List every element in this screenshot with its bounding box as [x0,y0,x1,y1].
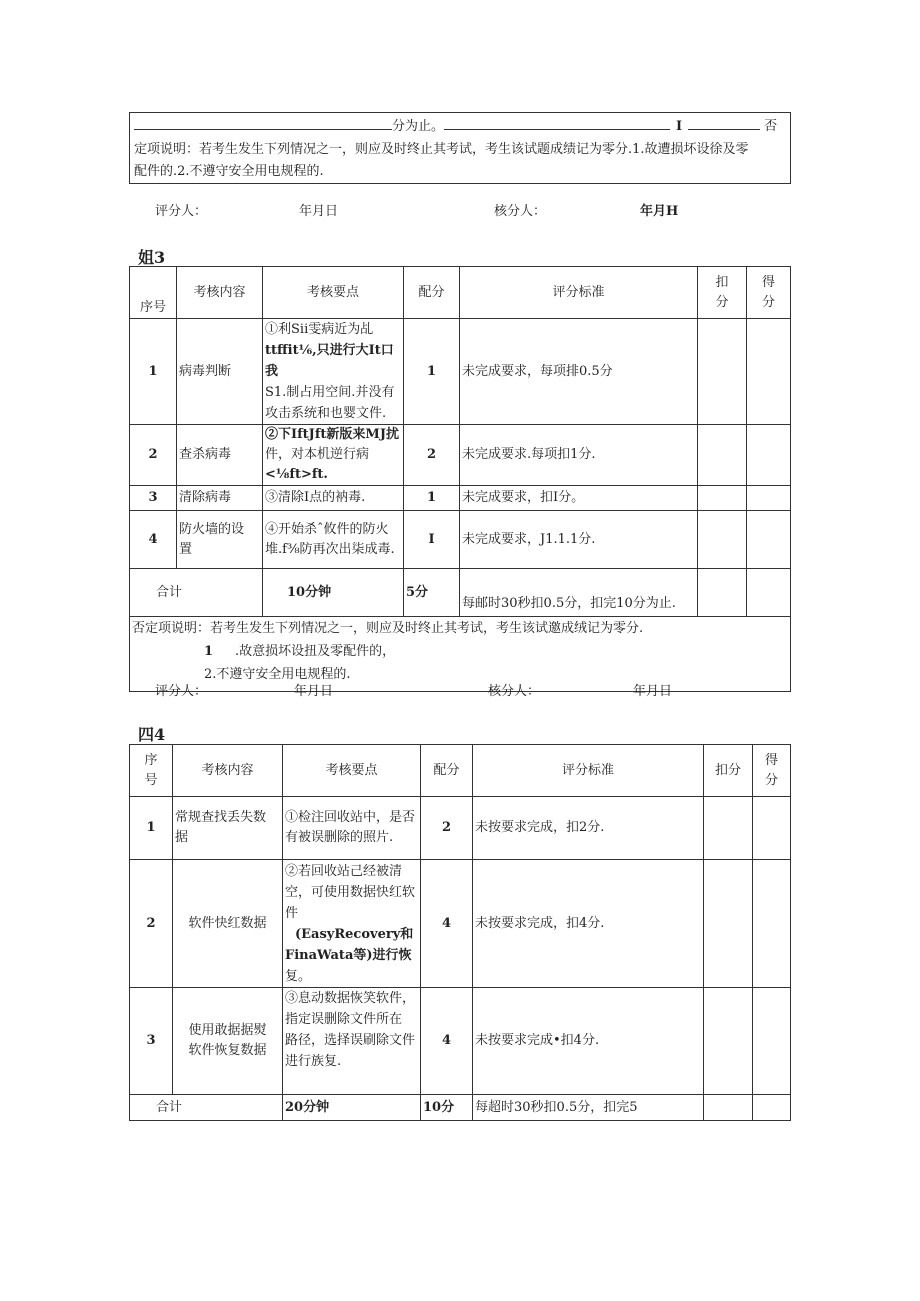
top-line-3: 配件的.2.不遵守安全用电规程的. [134,164,324,179]
row-no: 1 [130,319,177,425]
table-header-row [130,267,791,319]
row-no: 4 [130,511,177,569]
row-deduct [698,319,747,425]
date-label-1b: 年月H [640,204,679,219]
row-points: ②若回收站己经被清 空，可使用数据快红软 件 (EasyRecovery和 FinaWata等)进行恢 复。 [283,860,421,988]
row-standard: 未完成要求，每项排0.5分 [460,319,698,425]
row-deduct [698,511,747,569]
row-score: 1 [404,319,460,425]
header-points: 考核要点 [283,745,421,797]
total-time: 10分钟 [263,569,404,617]
row-score: 4 [421,988,473,1095]
header-deduct: 扣 分 [698,267,747,319]
blank-line [688,117,760,130]
row-no: 3 [130,988,173,1095]
row-points: ②下IftJft新版来MJ扰 件，对本机逆行病 <⅛ft>ft. [263,425,404,486]
row-content: 病毒判断 [177,319,263,425]
section4-title: 四4 [138,725,166,744]
table-row [130,486,791,511]
total-time: 20分钟 [283,1095,421,1121]
row-deduct [698,486,747,511]
row-score: 4 [421,860,473,988]
row-points: ③息动数据恢笑软件， 指定误删除文件所在 路径，选择误刷除文件 进行族复. [283,988,421,1095]
row-points: ③清除I点的衲毒. [263,486,404,511]
table-row [130,511,791,569]
section3-title: 姐3 [138,248,166,267]
row-get [753,988,791,1095]
row-score: 2 [421,797,473,860]
row-no: 1 [130,797,173,860]
grader-label-1: 评分人： [155,204,208,219]
header-standard: 评分标准 [460,267,698,319]
row-deduct [704,988,753,1095]
total-get [747,569,791,617]
header-get: 得 分 [753,745,791,797]
row-get [747,319,791,425]
header-score: 配分 [404,267,460,319]
row-get [753,860,791,988]
note-line-3: 2.不遵守安全用电规程的. [204,667,351,682]
blank-line [444,117,670,130]
top-line-2: 定项说明：若考生发生下列情况之一，则应及时终止其考试，考生该试题成绩记为零分.1.故遭损坏设徐及零 [134,142,749,157]
total-row [130,1095,791,1121]
header-standard: 评分标准 [473,745,704,797]
checker-label-1: 核分人： [494,204,547,219]
top-line-1-mark: I [676,119,683,134]
table-row [130,860,791,988]
header-no: 序号 [130,267,177,319]
row-content: 使用敢据据熨 软件恢复数据 [173,988,283,1095]
table-row [130,797,791,860]
row-points: ①利Sii雯病近为乩 ttffit⅙,只进行大It口我 S1.制占用空间.并没有 攻击系统和也婴文件. [263,319,404,425]
row-get [747,511,791,569]
row-score: 1 [404,486,460,511]
header-points: 考核要点 [263,267,404,319]
table-row [130,425,791,486]
date-label-2b: 年月日 [633,684,673,699]
table-header-row [130,745,791,797]
row-get [747,486,791,511]
note-line-2: 1 .故意损坏设扭及零配件的， [204,644,396,659]
row-standard: 未完成要求，扣I分。 [460,486,698,511]
blank-line [134,117,392,130]
note-line-1: 否定项说明：若考生发生下列情况之一，则应及时终止其考试，考生该试邀成绒记为零分. [132,621,644,636]
total-label: 合计 [130,1095,283,1121]
total-deduct [704,1095,753,1121]
row-score: 2 [404,425,460,486]
row-content: 防火墙的设 置 [177,511,263,569]
total-score: 5分 [404,569,460,617]
top-note-box [129,112,791,184]
header-no: 序 号 [130,745,173,797]
total-standard: 每超时30秒扣0.5分，扣完5 [473,1095,704,1121]
row-no: 2 [130,425,177,486]
row-standard: 未按要求完成，扣2分. [473,797,704,860]
top-line-1 [134,117,788,137]
row-deduct [698,425,747,486]
row-no: 3 [130,486,177,511]
header-score: 配分 [421,745,473,797]
total-score: 10分 [421,1095,473,1121]
checker-label-2: 核分人： [488,684,541,699]
row-content: 常规查找丢失数 据 [173,797,283,860]
top-line-1-text: 分为止。 [392,119,445,134]
date-label-1a: 年月日 [299,204,339,219]
date-label-2a: 年月日 [294,684,334,699]
header-content: 考核内容 [177,267,263,319]
row-standard: 未按要求完成•扣4分. [473,988,704,1095]
row-content: 软件快红数据 [173,860,283,988]
note-row [130,617,791,692]
total-deduct [698,569,747,617]
row-standard: 未完成要求.每项扣1分. [460,425,698,486]
header-deduct: 扣分 [704,745,753,797]
row-get [747,425,791,486]
section4-table [129,744,791,1121]
top-line-1-tail: 否 [764,119,778,134]
note-cell [130,617,791,692]
row-get [753,797,791,860]
row-no: 2 [130,860,173,988]
table-row [130,988,791,1095]
section3-table [129,266,791,692]
row-standard: 未完成要求，J1.1.1分. [460,511,698,569]
total-label: 合计 [130,569,263,617]
grader-label-2: 评分人： [155,684,208,699]
total-get [753,1095,791,1121]
row-score: I [404,511,460,569]
row-points: ④开始杀ˆ攸件的防火 堆.f⅜防再次出柒成毒. [263,511,404,569]
row-deduct [704,860,753,988]
row-points: ①检注回收站中，是否 有被误删除的照片. [283,797,421,860]
total-row [130,569,791,617]
row-content: 清除病毒 [177,486,263,511]
row-deduct [704,797,753,860]
total-standard: 每邮时30秒扣0.5分，扣完10分为止. [460,569,698,617]
header-content: 考核内容 [173,745,283,797]
row-content: 查杀病毒 [177,425,263,486]
header-get: 得 分 [747,267,791,319]
table-row [130,319,791,425]
row-standard: 未按要求完成，扣4分. [473,860,704,988]
